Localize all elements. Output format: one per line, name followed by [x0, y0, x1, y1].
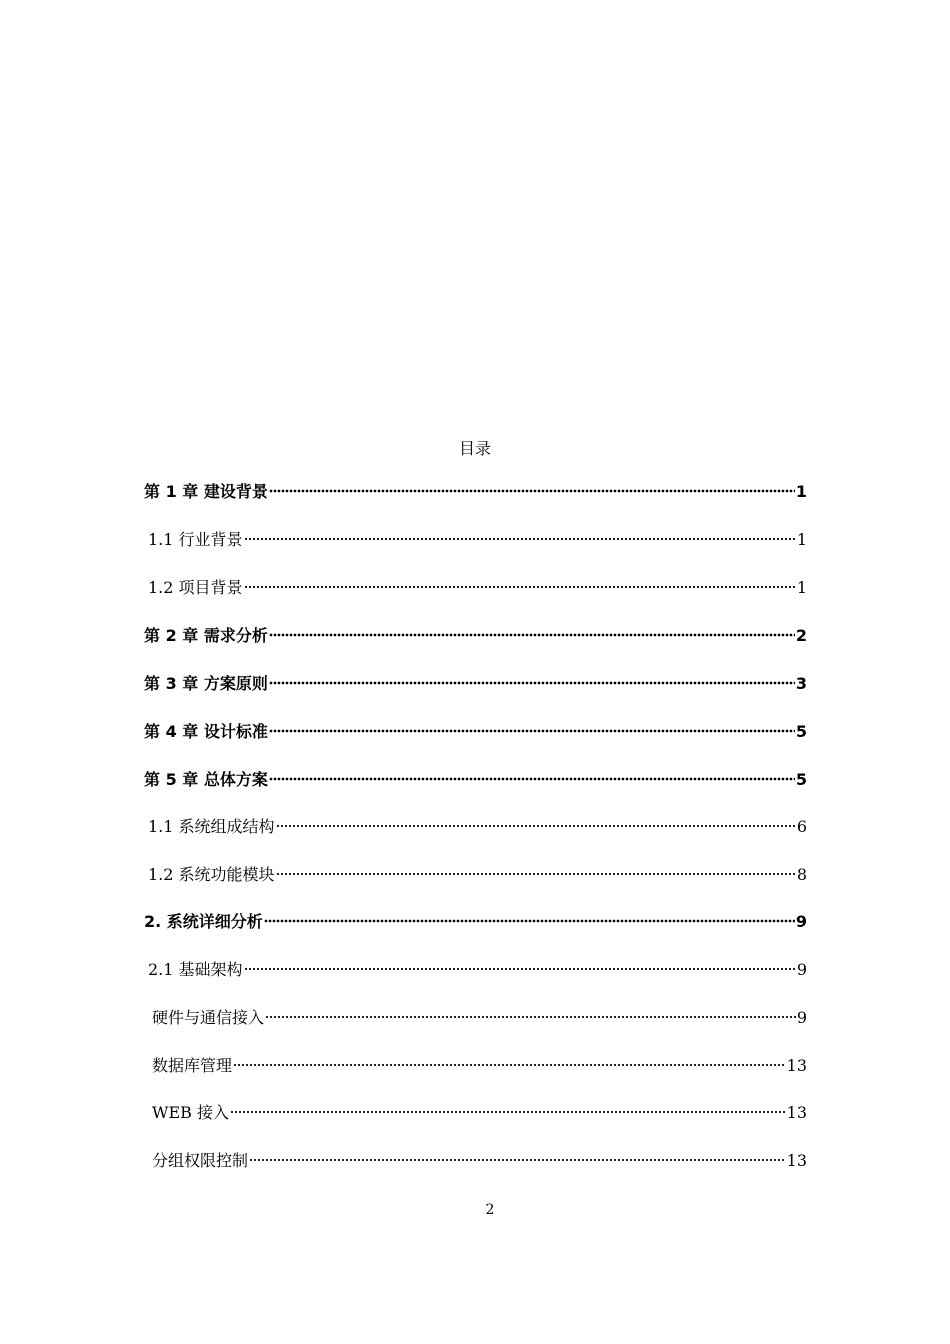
toc-entry-page: 13: [786, 1151, 807, 1170]
toc-leader-dots: [269, 633, 795, 637]
toc-entry[interactable]: [144, 720, 807, 744]
toc-entry-text: 第 4 章 设计标准: [144, 722, 268, 741]
toc-entry-text: 数据库管理: [152, 1056, 233, 1075]
toc-entry-page: 13: [786, 1103, 807, 1122]
toc-entry[interactable]: [148, 576, 807, 600]
toc-entry-text: 1.1 行业背景: [148, 530, 243, 549]
toc-entry-text: 1.2 系统功能模块: [148, 865, 275, 884]
toc-entry[interactable]: [144, 910, 807, 934]
toc-entry-text: 第 2 章 需求分析: [144, 626, 268, 645]
toc-entry[interactable]: [148, 528, 807, 552]
toc-leader-dots: [269, 681, 795, 685]
toc-leader-dots: [244, 537, 796, 541]
toc-leader-dots: [269, 777, 795, 781]
toc-entry-text: 1.1 系统组成结构: [148, 817, 275, 836]
toc-leader-dots: [265, 1015, 796, 1019]
toc-entry-text: 2.1 基础架构: [148, 960, 243, 979]
toc-entry[interactable]: [152, 1006, 807, 1030]
toc-leader-dots: [244, 967, 796, 971]
toc-title: 目录: [458, 439, 491, 458]
toc-entry-page: 13: [786, 1056, 807, 1075]
toc-leader-dots: [269, 729, 795, 733]
toc-entry-text: 第 5 章 总体方案: [144, 770, 268, 789]
toc-entry-page: 9: [796, 960, 807, 979]
toc-entry-text: 硬件与通信接入: [152, 1008, 265, 1027]
toc-leader-dots: [264, 919, 795, 923]
toc-leader-dots: [233, 1063, 786, 1067]
toc-entry-page: 3: [795, 674, 807, 693]
toc-entry-page: 5: [795, 770, 807, 789]
toc-entry[interactable]: [144, 624, 807, 648]
toc-entry-text: 分组权限控制: [152, 1151, 249, 1170]
toc-entry-page: 2: [795, 626, 807, 645]
toc-entry-page: 8: [796, 865, 807, 884]
toc-entry[interactable]: [148, 815, 807, 839]
toc-entry-text: 2. 系统详细分析: [144, 912, 263, 931]
toc-leader-dots: [244, 585, 796, 589]
page-number: 2: [485, 1202, 495, 1218]
toc-entry-page: 9: [795, 912, 807, 931]
toc-entry-page: 1: [796, 578, 807, 597]
toc-entry[interactable]: [144, 672, 807, 696]
toc-entry[interactable]: [144, 480, 807, 504]
toc-leader-dots: [269, 489, 795, 493]
toc-leader-dots: [276, 824, 796, 828]
toc-entry-page: 6: [796, 817, 807, 836]
toc-entry[interactable]: [148, 863, 807, 887]
toc-entry-page: 9: [796, 1008, 807, 1027]
toc-entry-text: 第 1 章 建设背景: [144, 482, 268, 501]
toc-entry-page: 5: [795, 722, 807, 741]
toc-entry-text: WEB 接入: [152, 1103, 229, 1122]
toc-entry[interactable]: [144, 768, 807, 792]
toc-leader-dots: [230, 1110, 786, 1114]
toc-entry-page: 1: [796, 530, 807, 549]
toc-leader-dots: [276, 872, 796, 876]
toc-entry[interactable]: [152, 1149, 807, 1173]
toc-entry-text: 1.2 项目背景: [148, 578, 243, 597]
toc-entry[interactable]: [152, 1054, 807, 1078]
toc-entry[interactable]: [152, 1101, 807, 1125]
toc-leader-dots: [249, 1158, 786, 1162]
toc-entry[interactable]: [148, 958, 807, 982]
toc-entry-page: 1: [795, 482, 807, 501]
toc-entry-text: 第 3 章 方案原则: [144, 674, 268, 693]
